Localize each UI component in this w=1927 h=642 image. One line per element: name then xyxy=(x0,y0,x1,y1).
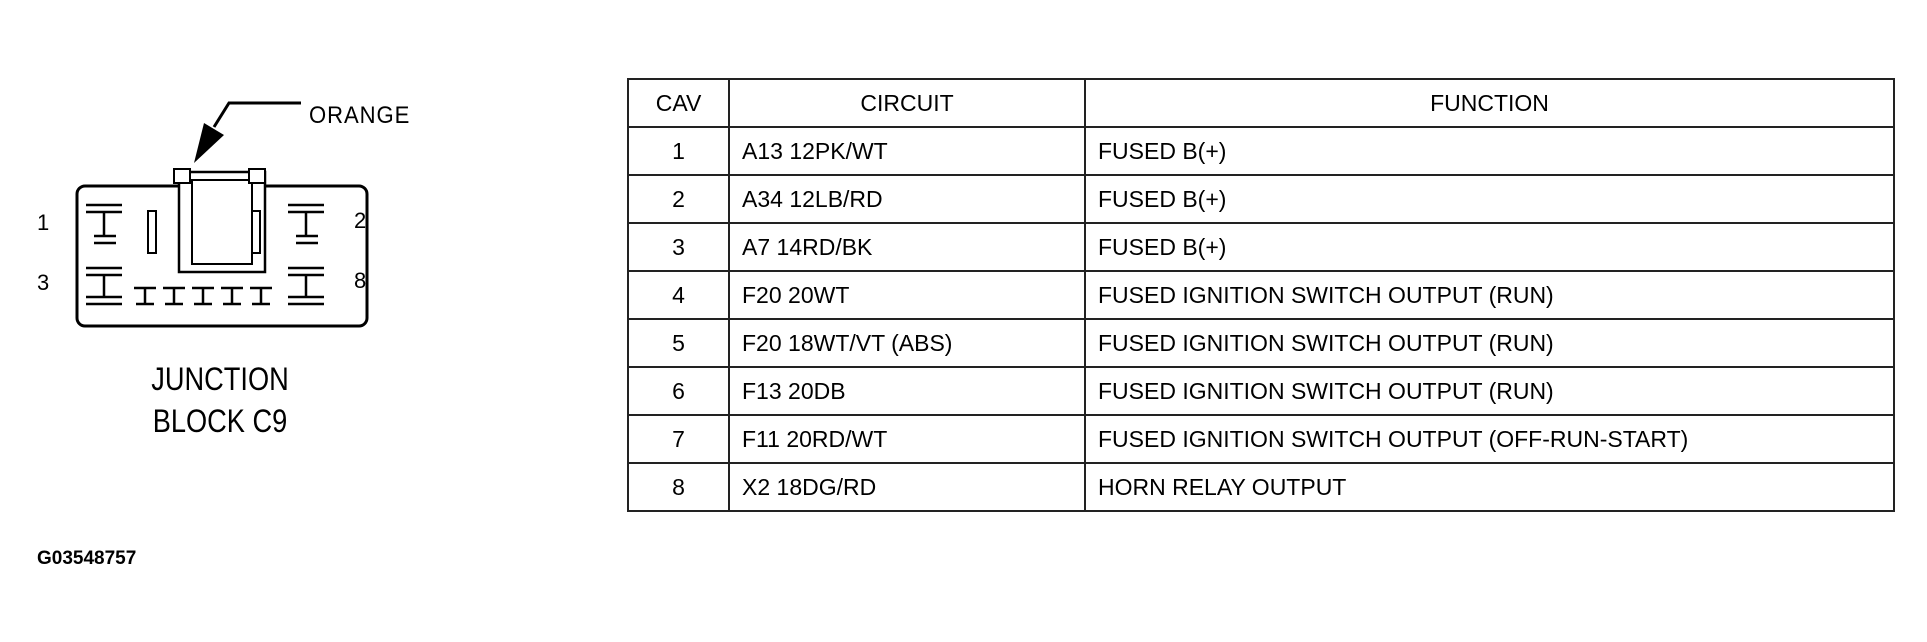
header-circuit: CIRCUIT xyxy=(729,79,1085,127)
cell-cav: 5 xyxy=(628,319,729,367)
table-row xyxy=(628,175,1894,223)
cell-function: FUSED IGNITION SWITCH OUTPUT (RUN) xyxy=(1085,271,1894,319)
table-row xyxy=(628,367,1894,415)
cell-function: FUSED IGNITION SWITCH OUTPUT (RUN) xyxy=(1085,367,1894,415)
cell-circuit: F13 20DB xyxy=(729,367,1085,415)
cell-circuit: A7 14RD/BK xyxy=(729,223,1085,271)
terminal-8 xyxy=(288,268,324,304)
table-row xyxy=(628,271,1894,319)
cavity-label-3: 3 xyxy=(37,270,50,295)
cell-function: HORN RELAY OUTPUT xyxy=(1085,463,1894,511)
table-row xyxy=(628,415,1894,463)
terminal-1 xyxy=(86,205,122,243)
cell-cav: 1 xyxy=(628,127,729,175)
terminal-2 xyxy=(288,205,324,243)
header-cav: CAV xyxy=(628,79,729,127)
orange-callout-label: ORANGE xyxy=(309,102,411,129)
connector-caption xyxy=(135,358,305,442)
cell-circuit: F20 18WT/VT (ABS) xyxy=(729,319,1085,367)
cell-circuit: A34 12LB/RD xyxy=(729,175,1085,223)
caption-line-1: JUNCTION xyxy=(151,361,289,397)
cell-function: FUSED B(+) xyxy=(1085,223,1894,271)
cell-cav: 7 xyxy=(628,415,729,463)
cavity-label-1: 1 xyxy=(37,210,50,235)
cell-function: FUSED B(+) xyxy=(1085,175,1894,223)
cell-circuit: F11 20RD/WT xyxy=(729,415,1085,463)
cell-cav: 2 xyxy=(628,175,729,223)
table-row xyxy=(628,127,1894,175)
table-row xyxy=(628,223,1894,271)
cell-cav: 6 xyxy=(628,367,729,415)
cell-cav: 4 xyxy=(628,271,729,319)
table-row xyxy=(628,463,1894,511)
cavity-label-8: 8 xyxy=(354,268,367,293)
cell-function: FUSED IGNITION SWITCH OUTPUT (OFF-RUN-START) xyxy=(1085,415,1894,463)
cell-function: FUSED B(+) xyxy=(1085,127,1894,175)
table-row xyxy=(628,319,1894,367)
figure-id: G03548757 xyxy=(37,548,137,569)
cavity-label-2: 2 xyxy=(354,208,367,233)
cell-circuit: F20 20WT xyxy=(729,271,1085,319)
terminal-3 xyxy=(86,268,122,304)
header-function: FUNCTION xyxy=(1085,79,1894,127)
cell-circuit: A13 12PK/WT xyxy=(729,127,1085,175)
caption-line-2: BLOCK C9 xyxy=(152,403,288,439)
cell-function: FUSED IGNITION SWITCH OUTPUT (RUN) xyxy=(1085,319,1894,367)
callout-arrow xyxy=(194,123,224,163)
pinout-table xyxy=(627,78,1895,512)
cell-cav: 8 xyxy=(628,463,729,511)
callout-leader xyxy=(214,103,301,127)
cell-cav: 3 xyxy=(628,223,729,271)
table-header-row xyxy=(628,79,1894,127)
cell-circuit: X2 18DG/RD xyxy=(729,463,1085,511)
